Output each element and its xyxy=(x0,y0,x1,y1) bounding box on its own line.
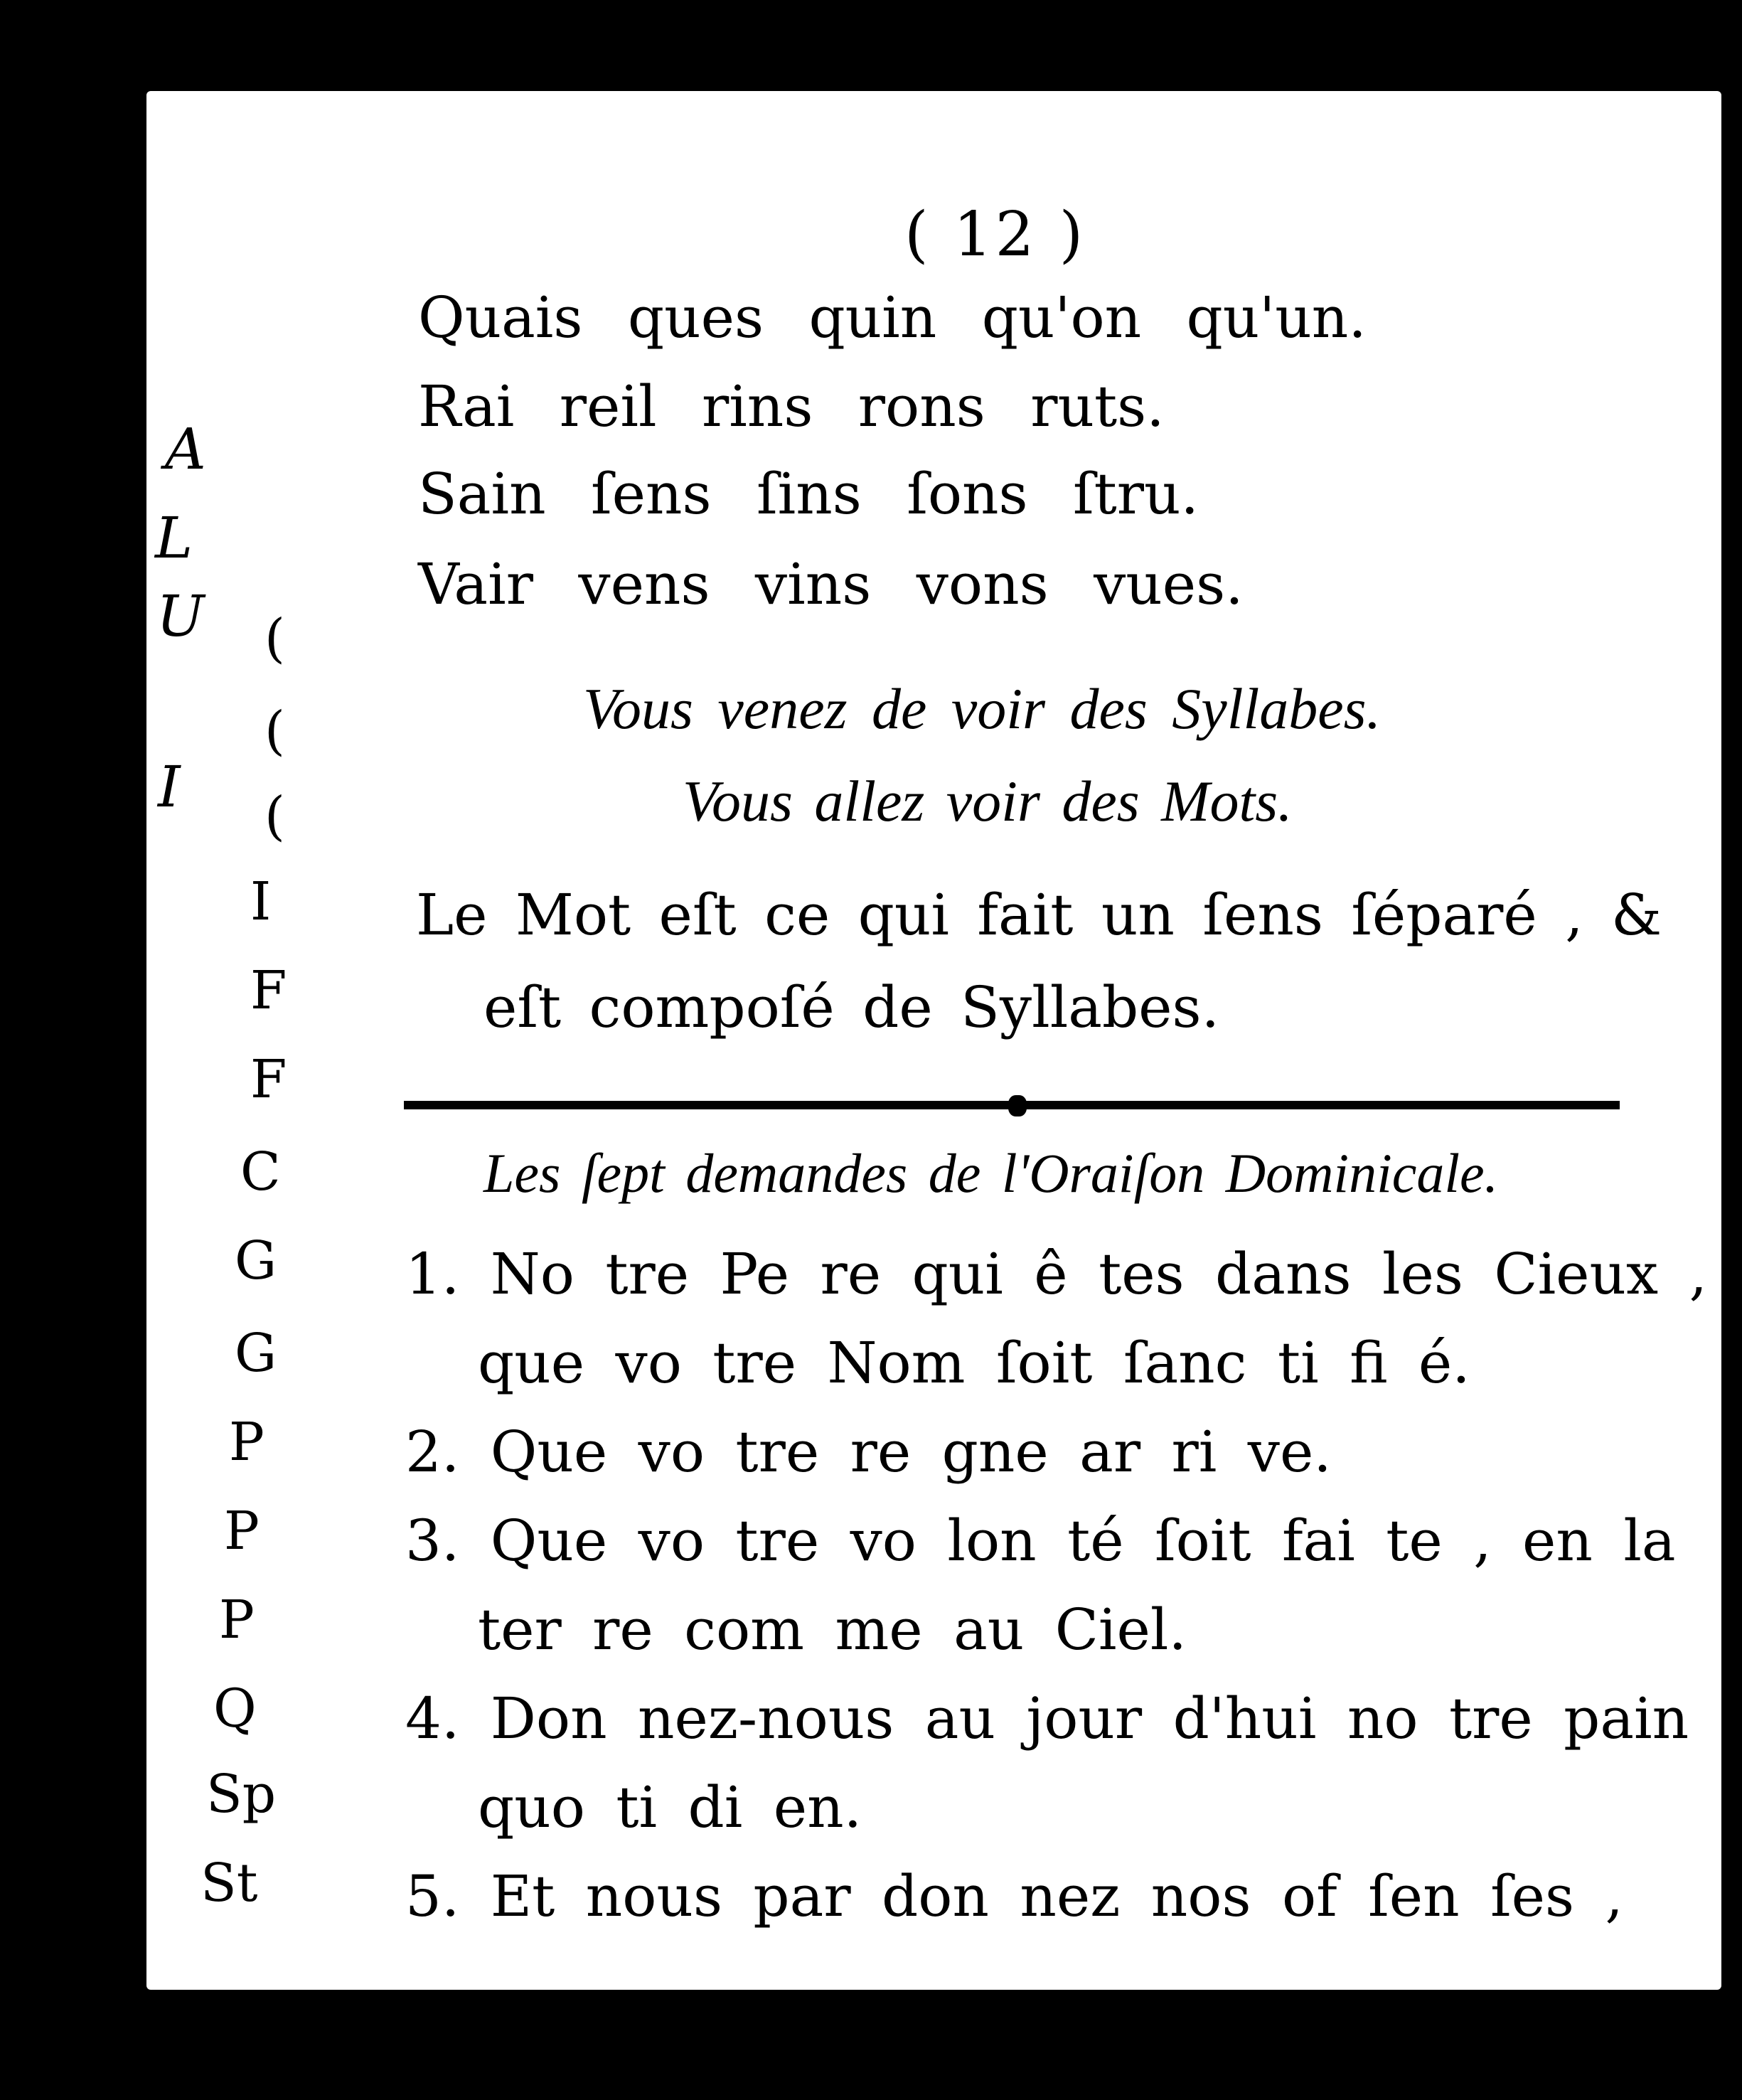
prayer-line: 1. No tre Pe re qui ê tes dans les Cieux , xyxy=(405,1241,1708,1307)
syllable-line: Quais ques quin qu'on qu'un. xyxy=(418,284,1367,351)
prayer-line: que vo tre Nom ſoit ſanc ti fi é. xyxy=(478,1330,1470,1396)
definition-line: Le Mot eſt ce qui fait un ſens ſéparé , & xyxy=(416,882,1662,948)
prayer-title: Les ſept demandes de l'Oraiſon Dominicale. xyxy=(483,1142,1499,1204)
facing-page-letter: ( xyxy=(264,608,285,669)
facing-page-letter: I xyxy=(250,871,272,932)
prayer-line: 3. Que vo tre vo lon té ſoit fai te , en la xyxy=(405,1508,1676,1574)
facing-page-letter: Sp xyxy=(206,1764,277,1825)
prayer-line: 4. Don nez-nous au jour d'hui no tre pain xyxy=(405,1685,1689,1752)
note-line: Vous venez de voir des Syllabes. xyxy=(583,676,1382,741)
prayer-line: 5. Et nous par don nez nos of ſen ſes , xyxy=(405,1863,1623,1929)
page-number: ( 12 ) xyxy=(904,199,1086,270)
prayer-line: 2. Que vo tre re gne ar ri ve. xyxy=(405,1419,1332,1485)
facing-page-letter: F xyxy=(250,960,287,1021)
facing-page-letter: G xyxy=(235,1323,277,1384)
facing-page-letter: G xyxy=(235,1230,277,1291)
facing-page-letter: L xyxy=(155,505,193,571)
facing-page-letter: P xyxy=(229,1412,264,1473)
divider-ornament xyxy=(1008,1095,1027,1116)
syllable-line: Rai reil rins rons ruts. xyxy=(418,373,1165,439)
facing-page-letter: C xyxy=(240,1141,281,1203)
facing-page-letter: U xyxy=(156,583,205,649)
definition-line: eſt compoſé de Syllabes. xyxy=(483,974,1220,1040)
facing-page-letter: P xyxy=(224,1501,260,1562)
syllable-line: Sain ſens ſins ſons ſtru. xyxy=(418,461,1199,527)
facing-page-letter: F xyxy=(250,1049,287,1110)
facing-page-letter: Q xyxy=(213,1678,257,1739)
note-line: Vous allez voir des Mots. xyxy=(683,769,1293,833)
facing-page-letter: St xyxy=(201,1853,258,1914)
prayer-line: ter re com me au Ciel. xyxy=(478,1597,1187,1663)
facing-page-letter: P xyxy=(219,1589,255,1651)
facing-page-letter: ( xyxy=(264,700,285,762)
facing-page-letter: ( xyxy=(264,786,285,847)
page-edge xyxy=(1699,149,1709,1984)
syllable-line: Vair vens vins vons vues. xyxy=(418,551,1244,617)
prayer-line: quo ti di en. xyxy=(478,1774,862,1840)
facing-page-letter: A xyxy=(165,416,206,482)
facing-page-letter: I xyxy=(158,754,181,820)
